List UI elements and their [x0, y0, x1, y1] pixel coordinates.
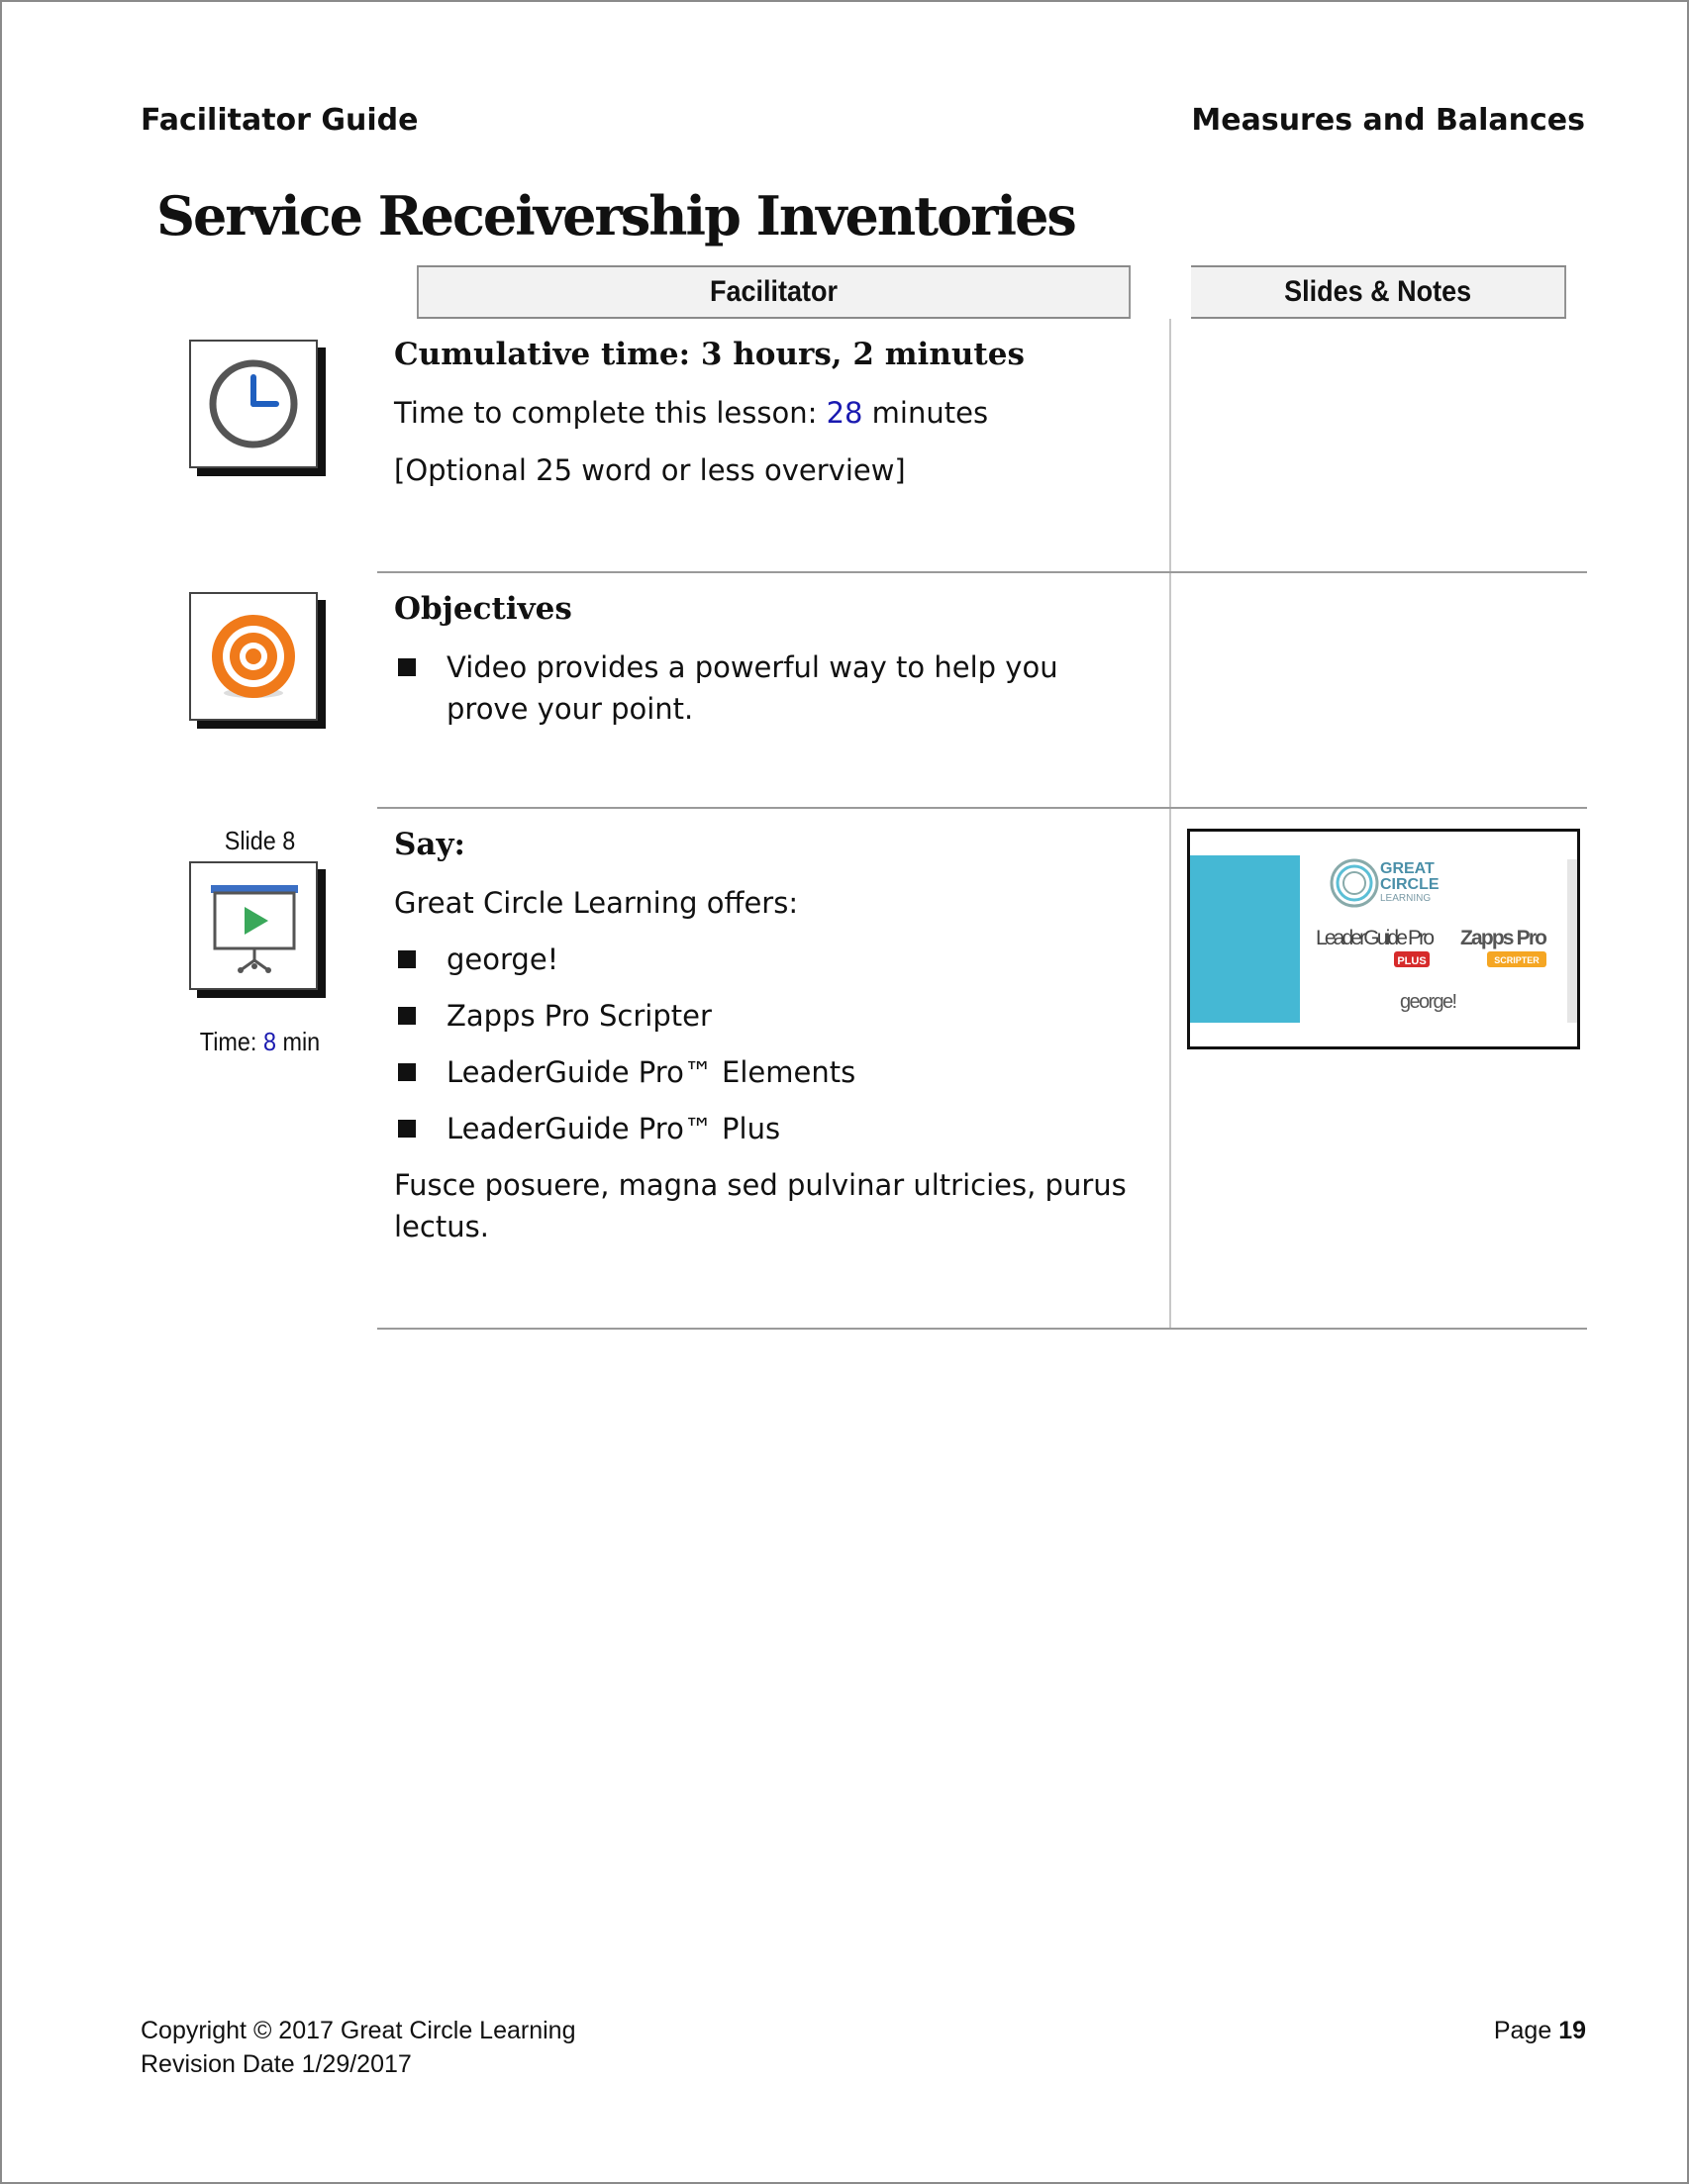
- list-item: Video provides a powerful way to help you prove your point.: [394, 646, 1146, 730]
- presentation-screen-icon: [189, 861, 318, 990]
- scripter-badge: SCRIPTER: [1494, 955, 1540, 965]
- list-item: Zapps Pro Scripter: [394, 995, 1146, 1037]
- header-left: Facilitator Guide: [141, 103, 419, 138]
- overview-text: [Optional 25 word or less overview]: [394, 453, 906, 487]
- page-title: Service Receivership Inventories: [156, 184, 1075, 248]
- cumulative-time-heading: Cumulative time: 3 hours, 2 minutes: [394, 337, 1025, 372]
- column-header-facilitator: Facilitator: [417, 265, 1131, 319]
- logo-line-3: LEARNING: [1380, 893, 1432, 904]
- list-item: george!: [394, 939, 1146, 980]
- great-circle-logo-icon: [1332, 860, 1377, 906]
- logo-line-1: GREAT: [1380, 860, 1435, 877]
- slide-time-label: Time: 8 min: [199, 1027, 321, 1056]
- objectives-heading: Objectives: [394, 591, 572, 627]
- header-right: Measures and Balances: [1191, 103, 1585, 138]
- objectives-row: [377, 573, 1587, 809]
- copyright-text: Copyright © 2017 Great Circle Learning: [141, 2017, 576, 2044]
- say-heading: Say:: [394, 827, 465, 862]
- target-icon: [189, 592, 318, 721]
- george-logo: george!: [1400, 991, 1457, 1013]
- lesson-time-value: 28: [826, 396, 863, 430]
- footer-left: [141, 2014, 575, 2081]
- say-closing: Fusce posuere, magna sed pulvinar ultricies, purus lectus.: [394, 1168, 1127, 1243]
- column-header-slides-notes: Slides & Notes: [1191, 265, 1566, 319]
- clock-icon: [189, 340, 318, 468]
- lesson-time-text: Time to complete this lesson: 28 minutes: [394, 396, 989, 430]
- say-intro: Great Circle Learning offers:: [394, 886, 799, 920]
- slide-number-label: Slide 8: [224, 826, 296, 855]
- list-item: LeaderGuide Pro™ Elements: [394, 1051, 1146, 1093]
- revision-date-text: Revision Date 1/29/2017: [141, 2050, 412, 2078]
- plus-badge: PLUS: [1397, 955, 1427, 967]
- logo-line-2: CIRCLE: [1380, 876, 1440, 893]
- zapps-pro-logo: Zapps Pro: [1460, 927, 1547, 949]
- leaderguide-pro-logo: LeaderGuide Pro: [1316, 927, 1435, 949]
- page-number: Page 19: [1493, 2017, 1586, 2044]
- slide-thumbnail: [1187, 829, 1580, 1049]
- table-header: [377, 265, 1587, 319]
- lesson-time-row: [377, 319, 1587, 573]
- list-item: LeaderGuide Pro™ Plus: [394, 1108, 1146, 1149]
